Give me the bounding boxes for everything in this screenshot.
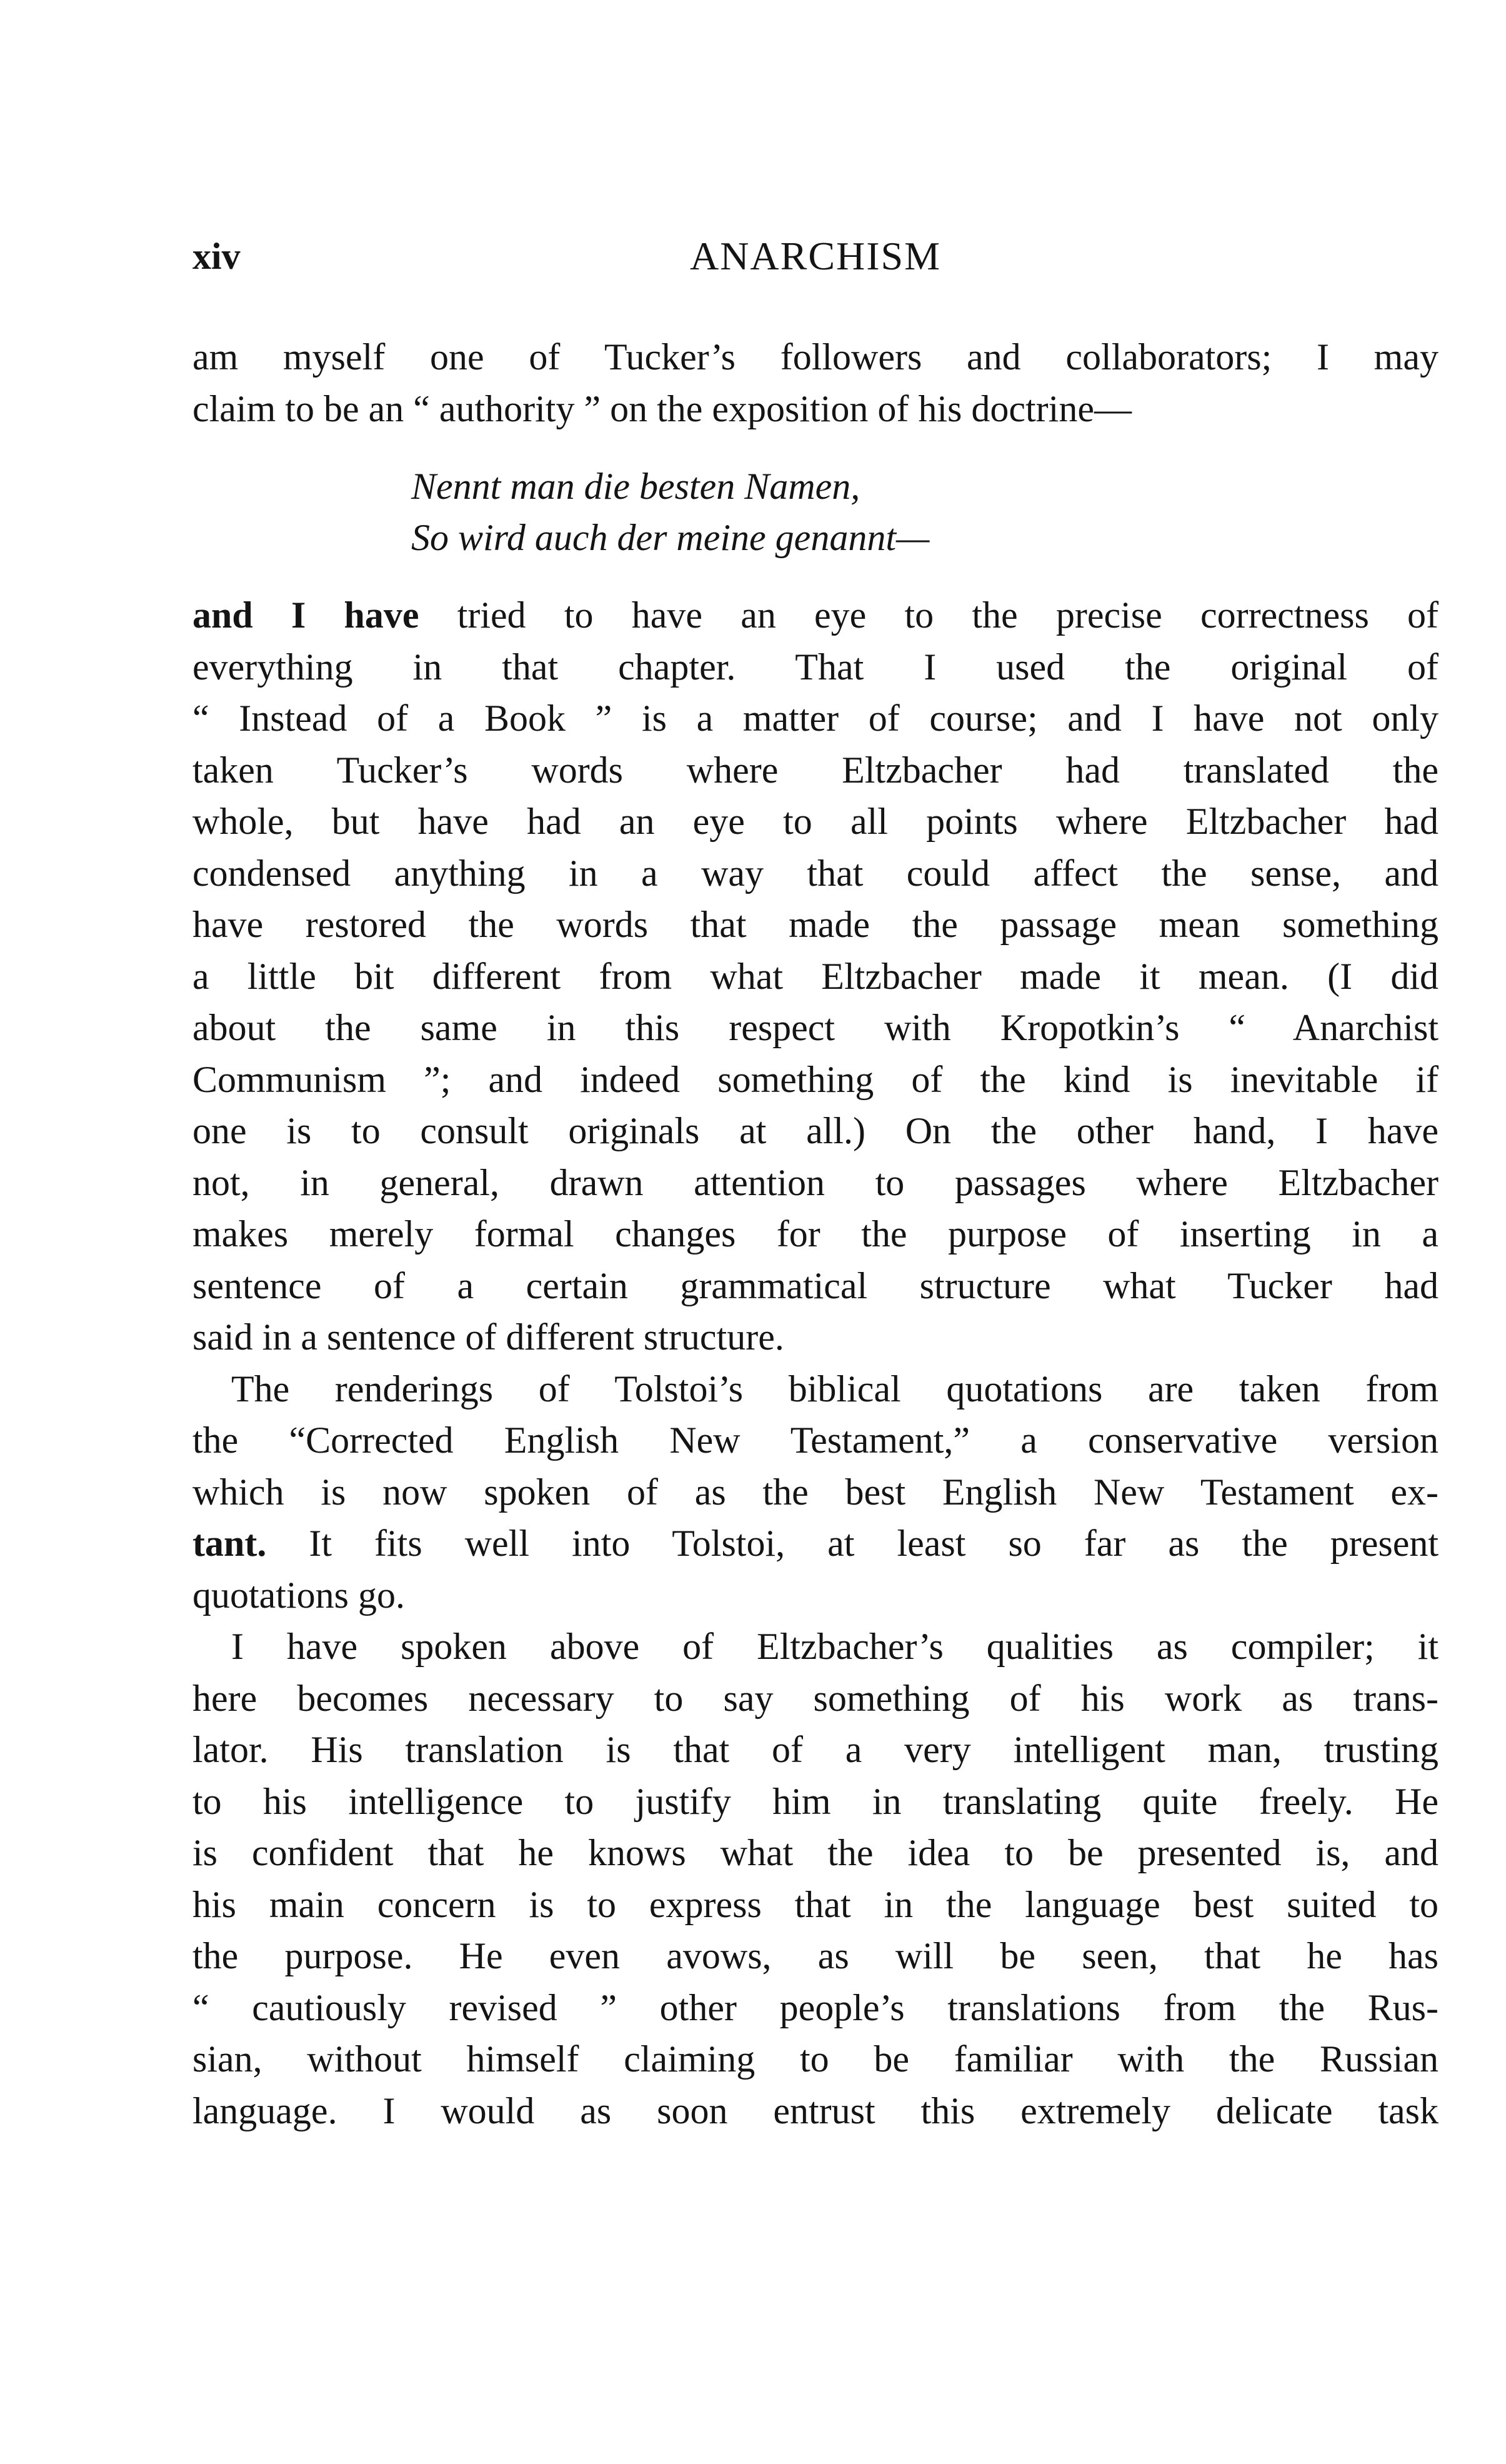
- verse-quotation: [411, 461, 1439, 563]
- text-line: quotations go.: [192, 1574, 405, 1616]
- text-line: said in a sentence of different structure.: [192, 1316, 784, 1358]
- text-line: taken Tucker’s words where Eltzbacher had translated the: [192, 749, 1439, 791]
- text-line: sentence of a certain grammatical structure what Tucker had: [192, 1265, 1439, 1306]
- text-line: lator. His translation is that of a very intelligent man, trusting: [192, 1729, 1439, 1770]
- verse-line: Nennt man die besten Namen,: [411, 466, 860, 507]
- text-line: sian, without himself claiming to be familiar with the Russian: [192, 2038, 1439, 2080]
- text-line: not, in general, drawn attention to passages where Eltzbacher: [192, 1161, 1439, 1203]
- text-line: am myself one of Tucker’s followers and collaborators; I may: [192, 336, 1439, 378]
- text-line: have restored the words that made the passage mean something: [192, 904, 1439, 945]
- page-number: xiv: [192, 236, 241, 277]
- text-line: makes merely formal changes for the purpose of inserting in a: [192, 1213, 1439, 1255]
- text-line: which is now spoken of as the best English New Testament ex-: [192, 1471, 1439, 1513]
- text-line: Communism ”; and indeed something of the kind is inevitable if: [192, 1058, 1439, 1100]
- text-line: language. I would as soon entrust this extremely delicate task: [192, 2090, 1439, 2131]
- text-line: whole, but have had an eye to all points where Eltzbacher had: [192, 801, 1439, 842]
- text-fragment: It fits well into Tolstoi, at least so far as the present: [266, 1523, 1439, 1564]
- text-fragment: tried to have an eye to the precise correctness of: [419, 594, 1439, 636]
- text-line: “ Instead of a Book ” is a matter of course; and I have not only: [192, 698, 1439, 739]
- text-line: claim to be an “ authority ” on the exposition of his doctrine—: [192, 388, 1132, 429]
- text-line: the purpose. He even avows, as will be seen, that he has: [192, 1935, 1439, 1976]
- running-title: ANARCHISM: [689, 234, 942, 278]
- text-line: the “Corrected English New Testament,” a conservative version: [192, 1420, 1439, 1461]
- body-text: [192, 331, 1439, 2136]
- text-line: to his intelligence to justify him in translating quite freely. He: [192, 1780, 1439, 1822]
- text-line: [192, 589, 1439, 641]
- text-line: everything in that chapter. That I used the original of: [192, 646, 1439, 688]
- text-line: [192, 1518, 1439, 1570]
- text-line: his main concern is to express that in the language best suited to: [192, 1883, 1439, 1925]
- text-line: “ cautiously revised ” other people’s translations from the Rus-: [192, 1986, 1439, 2028]
- text-line: about the same in this respect with Kropotkin’s “ Anarchist: [192, 1007, 1439, 1048]
- text-line: condensed anything in a way that could affect the sense, and: [192, 852, 1439, 894]
- running-head: [192, 228, 1439, 284]
- bold-phrase: and I have: [192, 594, 419, 636]
- bold-phrase: tant.: [192, 1523, 267, 1564]
- verse-line: So wird auch der meine genannt—: [411, 517, 930, 558]
- text-line: here becomes necessary to say something of his work as trans-: [192, 1677, 1439, 1719]
- text-line: I have spoken above of Eltzbacher’s qualities as compiler; it: [231, 1626, 1439, 1667]
- text-line: The renderings of Tolstoi’s biblical quotations are taken from: [231, 1368, 1439, 1410]
- text-line: one is to consult originals at all.) On the other hand, I have: [192, 1110, 1439, 1151]
- text-line: is confident that he knows what the idea to be presented is, and: [192, 1832, 1439, 1873]
- text-line: a little bit different from what Eltzbacher made it mean. (I did: [192, 955, 1439, 997]
